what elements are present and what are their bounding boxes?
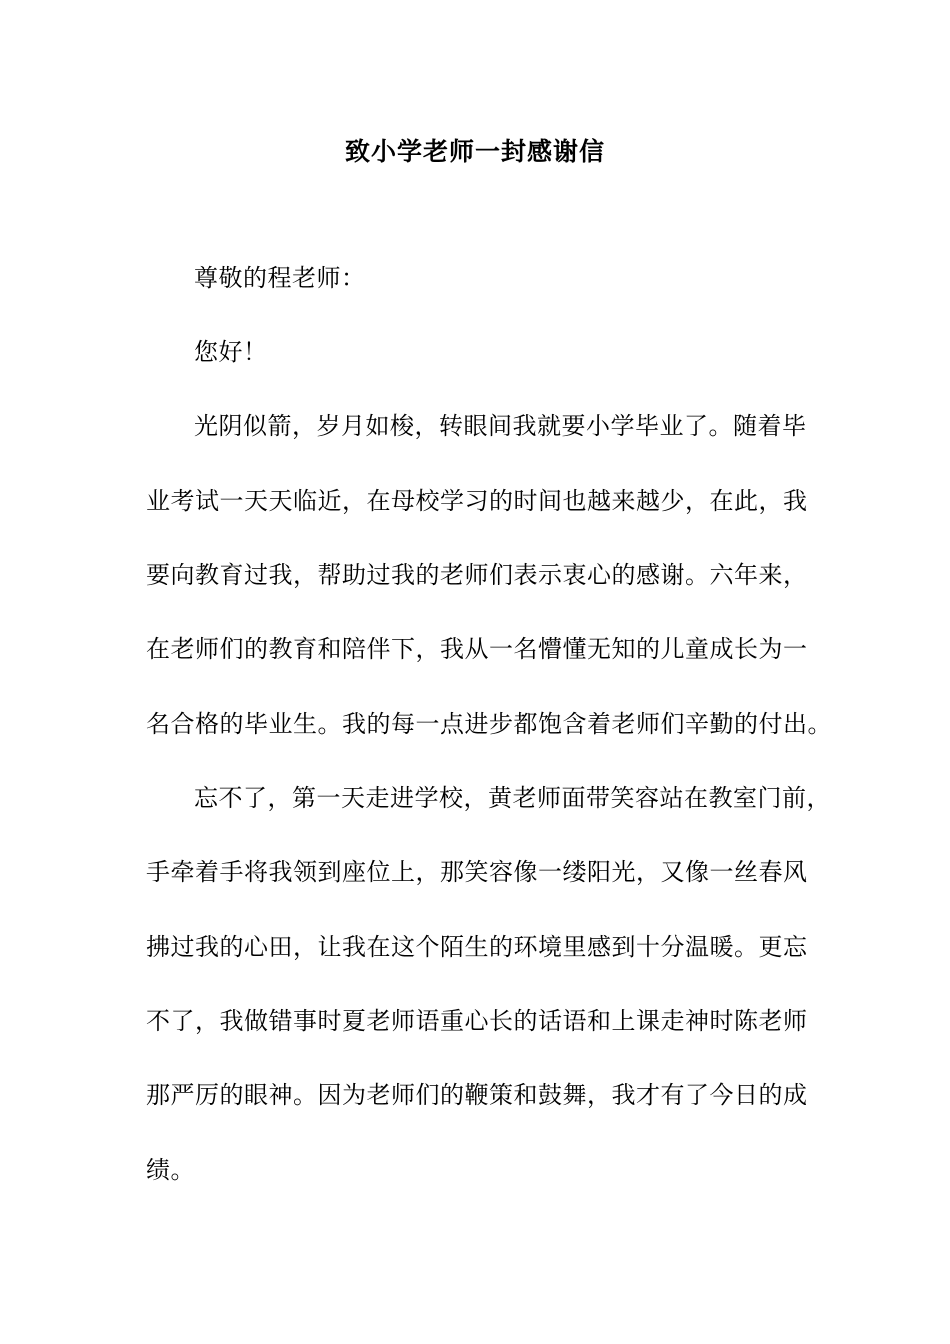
greeting: 您好！ [194, 338, 268, 366]
document-title: 致小学老师一封感谢信 [344, 137, 605, 166]
paragraph-line: 要向教育过我，帮助过我的老师们表示衷心的感谢。六年来， [146, 561, 808, 589]
paragraph-line: 在老师们的教育和陪伴下，我从一名懵懂无知的儿童成长为一 [146, 635, 808, 663]
paragraph-line: 拂过我的心田，让我在这个陌生的环境里感到十分温暖。更忘 [146, 933, 808, 961]
paragraph-line: 手牵着手将我领到座位上，那笑容像一缕阳光，又像一丝春风 [146, 858, 808, 886]
paragraph-line: 名合格的毕业生。我的每一点进步都饱含着老师们辛勤的付出。 [146, 710, 832, 738]
paragraph-line: 业考试一天天临近，在母校学习的时间也越来越少，在此，我 [146, 487, 808, 515]
paragraph-line: 忘不了，第一天走进学校，黄老师面带笑容站在教室门前， [194, 784, 831, 812]
paragraph-line: 光阴似箭，岁月如梭，转眼间我就要小学毕业了。随着毕 [194, 412, 807, 440]
salutation: 尊敬的程老师： [194, 264, 366, 292]
paragraph-line: 不了，我做错事时夏老师语重心长的话语和上课走神时陈老师 [146, 1007, 808, 1035]
paragraph-line: 那严厉的眼神。因为老师们的鞭策和鼓舞，我才有了今日的成 [146, 1081, 808, 1109]
paragraph-line: 绩。 [146, 1156, 195, 1184]
